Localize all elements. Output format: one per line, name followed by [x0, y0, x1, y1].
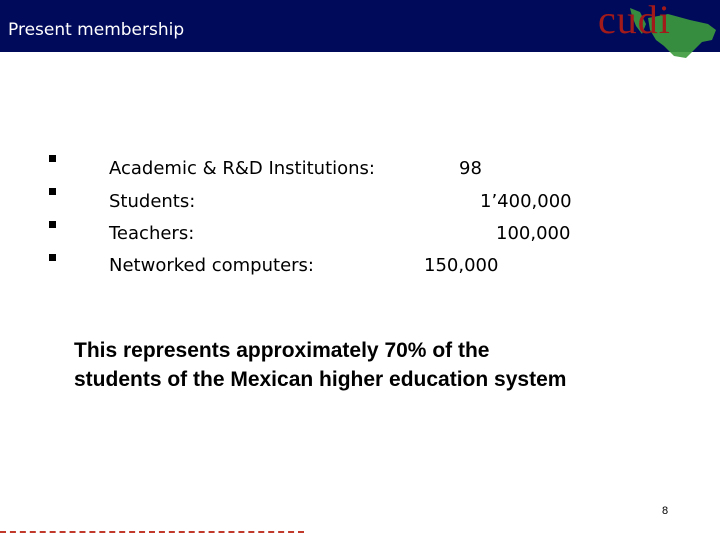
summary-line-2: students of the Mexican higher education system — [74, 368, 567, 391]
footer-dashed-line — [0, 531, 304, 533]
summary-line-1: This represents approximately 70% of the — [74, 339, 490, 362]
bullet-icon — [49, 254, 56, 261]
item-label-computers: Networked computers: — [109, 255, 314, 276]
item-value-teachers: 100,000 — [496, 223, 571, 244]
item-value-computers: 150,000 — [424, 255, 499, 276]
logo-text: cudi — [598, 0, 671, 42]
bullet-icon — [49, 155, 56, 162]
item-label-teachers: Teachers: — [109, 223, 195, 244]
item-label-institutions: Academic & R&D Institutions: — [109, 158, 376, 179]
cudi-logo — [590, 0, 720, 62]
page-number: 8 — [662, 505, 669, 517]
item-label-students: Students: — [109, 191, 196, 212]
bullet-icon — [49, 188, 56, 195]
slide-title: Present membership — [8, 20, 185, 40]
summary-text — [74, 336, 674, 394]
item-value-institutions: 98 — [459, 158, 482, 179]
bullet-icon — [49, 221, 56, 228]
item-value-students: 1’400,000 — [480, 191, 572, 212]
